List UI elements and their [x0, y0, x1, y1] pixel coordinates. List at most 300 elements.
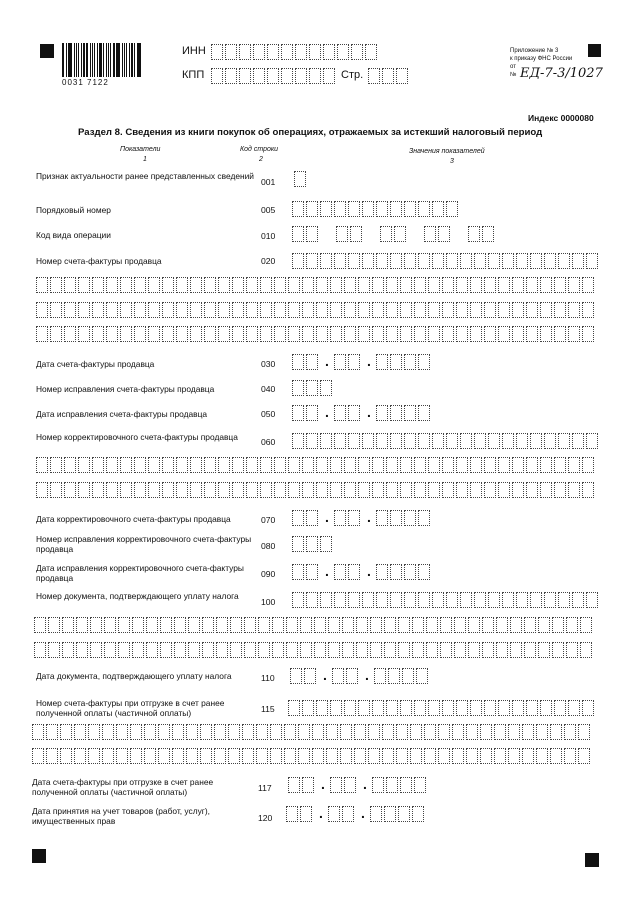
char-cell[interactable]: [512, 482, 524, 498]
char-cell[interactable]: [484, 482, 496, 498]
char-cell[interactable]: [564, 724, 576, 740]
char-cell[interactable]: [376, 354, 388, 370]
char-cell[interactable]: [34, 617, 46, 633]
char-cell[interactable]: [526, 326, 538, 342]
char-cell[interactable]: [410, 724, 422, 740]
char-cell[interactable]: [260, 482, 272, 498]
char-cell[interactable]: [146, 642, 158, 658]
char-cell[interactable]: [396, 68, 408, 84]
char-cell[interactable]: [190, 302, 202, 318]
char-cell[interactable]: [372, 457, 384, 473]
char-cell[interactable]: [502, 592, 514, 608]
char-cell[interactable]: [306, 536, 318, 552]
char-cell[interactable]: [442, 700, 454, 716]
char-cell[interactable]: [394, 226, 406, 242]
char-cell[interactable]: [550, 748, 562, 764]
char-cell[interactable]: [267, 44, 279, 60]
char-cell[interactable]: [130, 748, 142, 764]
char-cell[interactable]: [474, 592, 486, 608]
char-cell[interactable]: [412, 806, 424, 822]
char-cell[interactable]: [306, 510, 318, 526]
field-060-line-2[interactable]: [36, 457, 596, 473]
char-cell[interactable]: [204, 277, 216, 293]
page-number-field[interactable]: [368, 68, 410, 84]
char-cell[interactable]: [466, 748, 478, 764]
field-020-line-2[interactable]: [36, 277, 596, 293]
field-120[interactable]: [286, 806, 426, 822]
field-040[interactable]: [292, 380, 334, 396]
char-cell[interactable]: [362, 253, 374, 269]
char-cell[interactable]: [376, 405, 388, 421]
char-cell[interactable]: [540, 700, 552, 716]
char-cell[interactable]: [470, 700, 482, 716]
char-cell[interactable]: [424, 748, 436, 764]
char-cell[interactable]: [292, 433, 304, 449]
char-cell[interactable]: [512, 302, 524, 318]
char-cell[interactable]: [376, 201, 388, 217]
char-cell[interactable]: [256, 724, 268, 740]
char-cell[interactable]: [414, 302, 426, 318]
char-cell[interactable]: [92, 302, 104, 318]
char-cell[interactable]: [365, 44, 377, 60]
char-cell[interactable]: [488, 433, 500, 449]
char-cell[interactable]: [162, 326, 174, 342]
char-cell[interactable]: [390, 354, 402, 370]
field-100-line-3[interactable]: [34, 642, 594, 658]
field-100-line-1[interactable]: [292, 592, 600, 608]
char-cell[interactable]: [460, 433, 472, 449]
char-cell[interactable]: [330, 700, 342, 716]
char-cell[interactable]: [288, 482, 300, 498]
char-cell[interactable]: [32, 724, 44, 740]
char-cell[interactable]: [148, 302, 160, 318]
operation-code-group[interactable]: [468, 226, 496, 242]
char-cell[interactable]: [162, 482, 174, 498]
char-cell[interactable]: [78, 277, 90, 293]
char-cell[interactable]: [134, 277, 146, 293]
char-cell[interactable]: [426, 642, 438, 658]
char-cell[interactable]: [334, 201, 346, 217]
char-cell[interactable]: [50, 457, 62, 473]
char-cell[interactable]: [524, 642, 536, 658]
char-cell[interactable]: [118, 617, 130, 633]
char-cell[interactable]: [344, 700, 356, 716]
char-cell[interactable]: [516, 592, 528, 608]
char-cell[interactable]: [120, 457, 132, 473]
char-cell[interactable]: [162, 277, 174, 293]
char-cell[interactable]: [78, 326, 90, 342]
char-cell[interactable]: [228, 748, 240, 764]
char-cell[interactable]: [106, 302, 118, 318]
char-cell[interactable]: [102, 724, 114, 740]
char-cell[interactable]: [292, 405, 304, 421]
char-cell[interactable]: [300, 806, 312, 822]
field-115-line-2[interactable]: [32, 724, 592, 740]
char-cell[interactable]: [292, 380, 304, 396]
char-cell[interactable]: [340, 748, 352, 764]
char-cell[interactable]: [382, 68, 394, 84]
char-cell[interactable]: [446, 201, 458, 217]
operation-code-group[interactable]: [380, 226, 408, 242]
char-cell[interactable]: [428, 326, 440, 342]
char-cell[interactable]: [316, 700, 328, 716]
char-cell[interactable]: [526, 700, 538, 716]
char-cell[interactable]: [386, 277, 398, 293]
char-cell[interactable]: [60, 724, 72, 740]
char-cell[interactable]: [446, 253, 458, 269]
char-cell[interactable]: [267, 68, 279, 84]
char-cell[interactable]: [538, 642, 550, 658]
char-cell[interactable]: [404, 405, 416, 421]
char-cell[interactable]: [586, 592, 598, 608]
char-cell[interactable]: [188, 642, 200, 658]
char-cell[interactable]: [302, 302, 314, 318]
char-cell[interactable]: [554, 302, 566, 318]
char-cell[interactable]: [550, 724, 562, 740]
char-cell[interactable]: [582, 326, 594, 342]
char-cell[interactable]: [74, 724, 86, 740]
char-cell[interactable]: [554, 700, 566, 716]
char-cell[interactable]: [390, 253, 402, 269]
char-cell[interactable]: [190, 482, 202, 498]
char-cell[interactable]: [568, 482, 580, 498]
char-cell[interactable]: [508, 724, 520, 740]
char-cell[interactable]: [64, 326, 76, 342]
char-cell[interactable]: [482, 617, 494, 633]
char-cell[interactable]: [239, 44, 251, 60]
char-cell[interactable]: [300, 617, 312, 633]
char-cell[interactable]: [134, 457, 146, 473]
char-cell[interactable]: [468, 617, 480, 633]
char-cell[interactable]: [396, 724, 408, 740]
char-cell[interactable]: [270, 724, 282, 740]
field-115-line-3[interactable]: [32, 748, 592, 764]
char-cell[interactable]: [344, 302, 356, 318]
char-cell[interactable]: [390, 405, 402, 421]
char-cell[interactable]: [64, 457, 76, 473]
char-cell[interactable]: [328, 642, 340, 658]
char-cell[interactable]: [554, 457, 566, 473]
char-cell[interactable]: [456, 277, 468, 293]
char-cell[interactable]: [204, 302, 216, 318]
char-cell[interactable]: [46, 748, 58, 764]
char-cell[interactable]: [200, 724, 212, 740]
char-cell[interactable]: [36, 277, 48, 293]
char-cell[interactable]: [302, 326, 314, 342]
char-cell[interactable]: [404, 510, 416, 526]
char-cell[interactable]: [582, 457, 594, 473]
char-cell[interactable]: [225, 44, 237, 60]
char-cell[interactable]: [306, 380, 318, 396]
char-cell[interactable]: [106, 277, 118, 293]
char-cell[interactable]: [558, 253, 570, 269]
char-cell[interactable]: [442, 277, 454, 293]
char-cell[interactable]: [204, 457, 216, 473]
char-cell[interactable]: [396, 748, 408, 764]
char-cell[interactable]: [484, 302, 496, 318]
char-cell[interactable]: [566, 617, 578, 633]
char-cell[interactable]: [418, 354, 430, 370]
char-cell[interactable]: [334, 592, 346, 608]
char-cell[interactable]: [404, 564, 416, 580]
char-cell[interactable]: [414, 482, 426, 498]
char-cell[interactable]: [578, 724, 590, 740]
char-cell[interactable]: [292, 354, 304, 370]
char-cell[interactable]: [386, 700, 398, 716]
char-cell[interactable]: [158, 724, 170, 740]
char-cell[interactable]: [388, 668, 400, 684]
char-cell[interactable]: [540, 326, 552, 342]
char-cell[interactable]: [148, 457, 160, 473]
char-cell[interactable]: [530, 253, 542, 269]
char-cell[interactable]: [342, 617, 354, 633]
char-cell[interactable]: [428, 457, 440, 473]
char-cell[interactable]: [312, 748, 324, 764]
char-cell[interactable]: [50, 277, 62, 293]
char-cell[interactable]: [348, 510, 360, 526]
char-cell[interactable]: [456, 302, 468, 318]
char-cell[interactable]: [412, 642, 424, 658]
char-cell[interactable]: [390, 564, 402, 580]
char-cell[interactable]: [34, 642, 46, 658]
char-cell[interactable]: [468, 226, 480, 242]
char-cell[interactable]: [496, 642, 508, 658]
char-cell[interactable]: [274, 277, 286, 293]
char-cell[interactable]: [316, 326, 328, 342]
char-cell[interactable]: [466, 724, 478, 740]
char-cell[interactable]: [334, 510, 346, 526]
char-cell[interactable]: [302, 777, 314, 793]
char-cell[interactable]: [512, 700, 524, 716]
char-cell[interactable]: [316, 457, 328, 473]
char-cell[interactable]: [244, 642, 256, 658]
char-cell[interactable]: [454, 642, 466, 658]
char-cell[interactable]: [368, 748, 380, 764]
char-cell[interactable]: [374, 668, 386, 684]
char-cell[interactable]: [232, 277, 244, 293]
char-cell[interactable]: [36, 457, 48, 473]
char-cell[interactable]: [426, 617, 438, 633]
char-cell[interactable]: [414, 700, 426, 716]
char-cell[interactable]: [460, 253, 472, 269]
char-cell[interactable]: [470, 326, 482, 342]
char-cell[interactable]: [204, 326, 216, 342]
char-cell[interactable]: [432, 433, 444, 449]
char-cell[interactable]: [530, 592, 542, 608]
char-cell[interactable]: [320, 380, 332, 396]
char-cell[interactable]: [418, 564, 430, 580]
field-020-line-3[interactable]: [36, 302, 596, 318]
char-cell[interactable]: [526, 482, 538, 498]
char-cell[interactable]: [62, 642, 74, 658]
char-cell[interactable]: [204, 482, 216, 498]
char-cell[interactable]: [340, 724, 352, 740]
char-cell[interactable]: [148, 326, 160, 342]
char-cell[interactable]: [344, 457, 356, 473]
char-cell[interactable]: [230, 642, 242, 658]
char-cell[interactable]: [36, 482, 48, 498]
char-cell[interactable]: [568, 457, 580, 473]
char-cell[interactable]: [295, 68, 307, 84]
char-cell[interactable]: [218, 277, 230, 293]
char-cell[interactable]: [414, 277, 426, 293]
char-cell[interactable]: [386, 482, 398, 498]
field-005[interactable]: [292, 201, 460, 217]
char-cell[interactable]: [92, 326, 104, 342]
char-cell[interactable]: [468, 642, 480, 658]
char-cell[interactable]: [274, 326, 286, 342]
char-cell[interactable]: [346, 668, 358, 684]
char-cell[interactable]: [502, 253, 514, 269]
char-cell[interactable]: [274, 457, 286, 473]
field-090[interactable]: [292, 564, 432, 580]
char-cell[interactable]: [440, 642, 452, 658]
char-cell[interactable]: [90, 617, 102, 633]
char-cell[interactable]: [334, 405, 346, 421]
char-cell[interactable]: [281, 68, 293, 84]
char-cell[interactable]: [428, 277, 440, 293]
char-cell[interactable]: [320, 536, 332, 552]
char-cell[interactable]: [120, 277, 132, 293]
char-cell[interactable]: [414, 777, 426, 793]
char-cell[interactable]: [64, 302, 76, 318]
char-cell[interactable]: [274, 302, 286, 318]
char-cell[interactable]: [176, 457, 188, 473]
char-cell[interactable]: [162, 457, 174, 473]
char-cell[interactable]: [290, 668, 302, 684]
char-cell[interactable]: [342, 642, 354, 658]
char-cell[interactable]: [358, 700, 370, 716]
char-cell[interactable]: [304, 668, 316, 684]
char-cell[interactable]: [474, 433, 486, 449]
char-cell[interactable]: [148, 277, 160, 293]
char-cell[interactable]: [358, 326, 370, 342]
char-cell[interactable]: [211, 44, 223, 60]
char-cell[interactable]: [306, 253, 318, 269]
char-cell[interactable]: [456, 700, 468, 716]
char-cell[interactable]: [320, 592, 332, 608]
char-cell[interactable]: [442, 457, 454, 473]
char-cell[interactable]: [200, 748, 212, 764]
char-cell[interactable]: [211, 68, 223, 84]
char-cell[interactable]: [400, 326, 412, 342]
char-cell[interactable]: [292, 536, 304, 552]
char-cell[interactable]: [272, 642, 284, 658]
field-010[interactable]: [292, 226, 512, 242]
inn-field[interactable]: [211, 44, 379, 60]
char-cell[interactable]: [172, 724, 184, 740]
char-cell[interactable]: [260, 457, 272, 473]
char-cell[interactable]: [242, 748, 254, 764]
char-cell[interactable]: [488, 592, 500, 608]
char-cell[interactable]: [572, 253, 584, 269]
char-cell[interactable]: [288, 326, 300, 342]
char-cell[interactable]: [552, 642, 564, 658]
char-cell[interactable]: [253, 44, 265, 60]
char-cell[interactable]: [74, 748, 86, 764]
char-cell[interactable]: [292, 564, 304, 580]
char-cell[interactable]: [470, 302, 482, 318]
char-cell[interactable]: [292, 253, 304, 269]
char-cell[interactable]: [538, 617, 550, 633]
char-cell[interactable]: [446, 592, 458, 608]
char-cell[interactable]: [544, 433, 556, 449]
char-cell[interactable]: [92, 457, 104, 473]
char-cell[interactable]: [474, 253, 486, 269]
char-cell[interactable]: [484, 277, 496, 293]
char-cell[interactable]: [188, 617, 200, 633]
char-cell[interactable]: [348, 253, 360, 269]
char-cell[interactable]: [176, 302, 188, 318]
char-cell[interactable]: [337, 44, 349, 60]
char-cell[interactable]: [404, 201, 416, 217]
char-cell[interactable]: [214, 748, 226, 764]
char-cell[interactable]: [386, 326, 398, 342]
char-cell[interactable]: [320, 433, 332, 449]
char-cell[interactable]: [438, 226, 450, 242]
char-cell[interactable]: [104, 617, 116, 633]
char-cell[interactable]: [48, 642, 60, 658]
char-cell[interactable]: [214, 724, 226, 740]
char-cell[interactable]: [348, 405, 360, 421]
char-cell[interactable]: [76, 642, 88, 658]
char-cell[interactable]: [336, 226, 348, 242]
char-cell[interactable]: [372, 700, 384, 716]
char-cell[interactable]: [232, 302, 244, 318]
char-cell[interactable]: [298, 748, 310, 764]
char-cell[interactable]: [362, 592, 374, 608]
char-cell[interactable]: [88, 748, 100, 764]
char-cell[interactable]: [502, 433, 514, 449]
char-cell[interactable]: [62, 617, 74, 633]
char-cell[interactable]: [174, 617, 186, 633]
char-cell[interactable]: [64, 482, 76, 498]
char-cell[interactable]: [274, 482, 286, 498]
char-cell[interactable]: [526, 277, 538, 293]
char-cell[interactable]: [316, 277, 328, 293]
char-cell[interactable]: [246, 457, 258, 473]
char-cell[interactable]: [120, 326, 132, 342]
char-cell[interactable]: [498, 700, 510, 716]
char-cell[interactable]: [36, 302, 48, 318]
char-cell[interactable]: [306, 564, 318, 580]
char-cell[interactable]: [578, 748, 590, 764]
char-cell[interactable]: [400, 777, 412, 793]
char-cell[interactable]: [302, 700, 314, 716]
char-cell[interactable]: [418, 405, 430, 421]
char-cell[interactable]: [580, 642, 592, 658]
char-cell[interactable]: [384, 806, 396, 822]
char-cell[interactable]: [160, 617, 172, 633]
char-cell[interactable]: [92, 277, 104, 293]
char-cell[interactable]: [186, 724, 198, 740]
char-cell[interactable]: [64, 277, 76, 293]
char-cell[interactable]: [284, 724, 296, 740]
char-cell[interactable]: [228, 724, 240, 740]
char-cell[interactable]: [330, 302, 342, 318]
char-cell[interactable]: [216, 617, 228, 633]
char-cell[interactable]: [190, 326, 202, 342]
char-cell[interactable]: [106, 326, 118, 342]
field-001[interactable]: [294, 171, 308, 187]
char-cell[interactable]: [386, 457, 398, 473]
char-cell[interactable]: [432, 201, 444, 217]
char-cell[interactable]: [316, 302, 328, 318]
char-cell[interactable]: [442, 482, 454, 498]
char-cell[interactable]: [580, 617, 592, 633]
char-cell[interactable]: [382, 724, 394, 740]
char-cell[interactable]: [398, 617, 410, 633]
